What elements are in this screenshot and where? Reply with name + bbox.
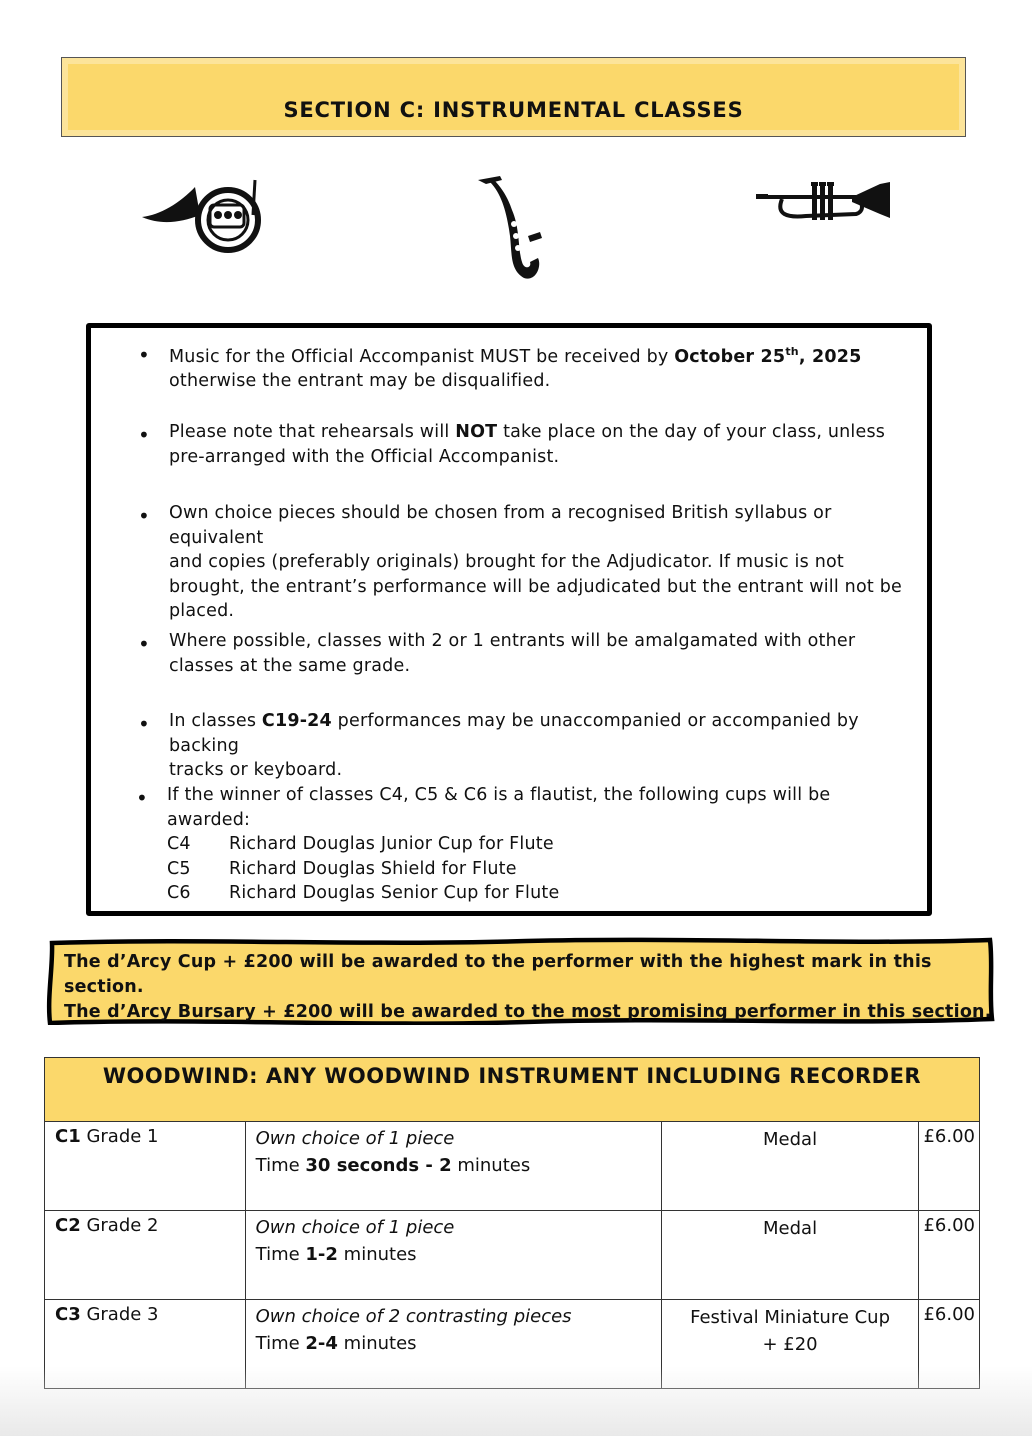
woodwind-table — [44, 1057, 980, 1389]
rule-text: tracks or keyboard. — [169, 760, 343, 780]
bullet: • — [138, 712, 150, 736]
time-unit: minutes — [337, 1333, 417, 1354]
class-code: C2 — [55, 1215, 81, 1236]
cup-name: Richard Douglas Shield for Flute — [229, 859, 517, 879]
section-title: SECTION C: INSTRUMENTAL CLASSES — [283, 98, 744, 122]
cup-name: Richard Douglas Junior Cup for Flute — [229, 834, 554, 854]
piece-requirement: Own choice of 1 piece — [255, 1217, 455, 1238]
entry-fee: £6.00 — [923, 1126, 975, 1147]
rule-text: Music for the Official Accompanist MUST be received by — [169, 346, 675, 367]
rule-text: Please note that rehearsals will — [169, 422, 456, 442]
saxophone-icon — [472, 174, 546, 284]
bullet: • — [138, 423, 150, 447]
prize-extra: + £20 — [762, 1334, 818, 1355]
bullet: • — [138, 343, 150, 367]
french-horn-icon — [140, 175, 262, 255]
prize-cell — [661, 1122, 919, 1211]
entry-fee: £6.00 — [923, 1215, 975, 1236]
bullet: • — [136, 786, 148, 810]
piece-requirement: Own choice of 1 piece — [255, 1128, 455, 1149]
rule-accompanist-deadline — [169, 340, 909, 394]
rule-text: In classes — [169, 711, 262, 731]
time-label: Time — [255, 1244, 306, 1265]
time-label: Time — [255, 1155, 306, 1176]
rule-flute-cups — [167, 783, 909, 832]
table-row — [45, 1211, 980, 1300]
prize-cell — [661, 1211, 919, 1300]
date-suffix: th — [785, 345, 799, 358]
cup-item — [167, 832, 554, 857]
description-cell — [245, 1211, 661, 1300]
deadline-year: , 2025 — [798, 346, 862, 367]
time-limit — [256, 1241, 651, 1269]
class-code: C3 — [55, 1304, 81, 1325]
rule-text: take place on the day of your class, unless — [497, 422, 886, 442]
prize: Medal — [763, 1129, 818, 1150]
rule-text: Own choice pieces should be chosen from a recognised British syllabus or equivalent — [169, 503, 832, 548]
bullet: • — [138, 504, 150, 528]
rule-text: classes at the same grade. — [169, 655, 411, 676]
fee-cell — [919, 1211, 980, 1300]
rule-accompaniment — [169, 709, 909, 783]
page-edge-shadow — [0, 1366, 1032, 1436]
rule-text: and copies (preferably originals) brought for the Adjudicator. If music is not — [169, 552, 844, 572]
class-range: C19-24 — [261, 711, 332, 731]
awards-banner — [46, 937, 996, 1025]
time-unit: minutes — [337, 1244, 417, 1265]
cup-item — [167, 857, 517, 882]
rule-text: otherwise the entrant may be disqualified. — [169, 371, 551, 392]
darcy-bursary-line: The d’Arcy Bursary + £200 will be awarded to the most promising performer in this section. — [64, 1002, 992, 1022]
deadline-date: October 25 — [674, 346, 786, 367]
woodwind-heading-text: WOODWIND: ANY WOODWIND INSTRUMENT INCLUDING RECORDER — [102, 1064, 922, 1088]
rules-box — [86, 323, 932, 916]
bullet: • — [138, 632, 150, 656]
cup-code: C6 — [167, 883, 191, 903]
class-grade: Grade 3 — [80, 1304, 159, 1325]
rule-amalgamation — [169, 629, 909, 678]
prize: Festival Miniature Cup — [690, 1307, 891, 1328]
class-grade: Grade 1 — [80, 1126, 159, 1147]
rule-text: Where possible, classes with 2 or 1 entrants will be amalgamated with other — [169, 631, 856, 651]
cup-code: C4 — [167, 834, 191, 854]
cup-item — [167, 881, 559, 906]
fee-cell — [919, 1122, 980, 1211]
woodwind-heading — [45, 1058, 980, 1122]
time-range: 2-4 — [305, 1333, 338, 1354]
time-limit — [256, 1152, 651, 1180]
rule-text: awarded: — [167, 809, 251, 830]
rule-text: If the winner of classes C4, C5 & C6 is a flautist, the following cups will be — [167, 785, 831, 805]
section-title-banner — [61, 57, 966, 137]
darcy-cup-line: The d’Arcy Cup + £200 will be awarded to the performer with the highest mark in this section. — [64, 952, 932, 997]
rule-text: pre-arranged with the Official Accompanist. — [169, 446, 560, 467]
cup-name: Richard Douglas Senior Cup for Flute — [229, 883, 560, 903]
class-cell — [45, 1211, 246, 1300]
entry-fee: £6.00 — [923, 1304, 975, 1325]
rule-own-choice — [169, 501, 909, 624]
rule-text: performances may be unaccompanied or accompanied by backing — [169, 711, 859, 756]
class-code: C1 — [55, 1126, 81, 1147]
time-limit — [256, 1330, 651, 1358]
description-cell — [245, 1122, 661, 1211]
class-cell — [45, 1122, 246, 1211]
prize: Medal — [763, 1218, 818, 1239]
rule-rehearsals — [169, 420, 909, 469]
awards-text — [64, 950, 996, 1025]
class-grade: Grade 2 — [80, 1215, 159, 1236]
time-range: 30 seconds - 2 — [305, 1155, 452, 1176]
piece-requirement: Own choice of 2 contrasting pieces — [255, 1306, 572, 1327]
rule-text: placed. — [169, 601, 235, 621]
time-unit: minutes — [451, 1155, 531, 1176]
time-range: 1-2 — [305, 1244, 338, 1265]
rule-text: brought, the entrant’s performance will be adjudicated but the entrant will not be — [169, 576, 902, 597]
trumpet-icon — [756, 180, 892, 224]
emphasis-not: NOT — [455, 422, 498, 442]
table-row — [45, 1122, 980, 1211]
cup-code: C5 — [167, 859, 191, 879]
time-label: Time — [255, 1333, 306, 1354]
